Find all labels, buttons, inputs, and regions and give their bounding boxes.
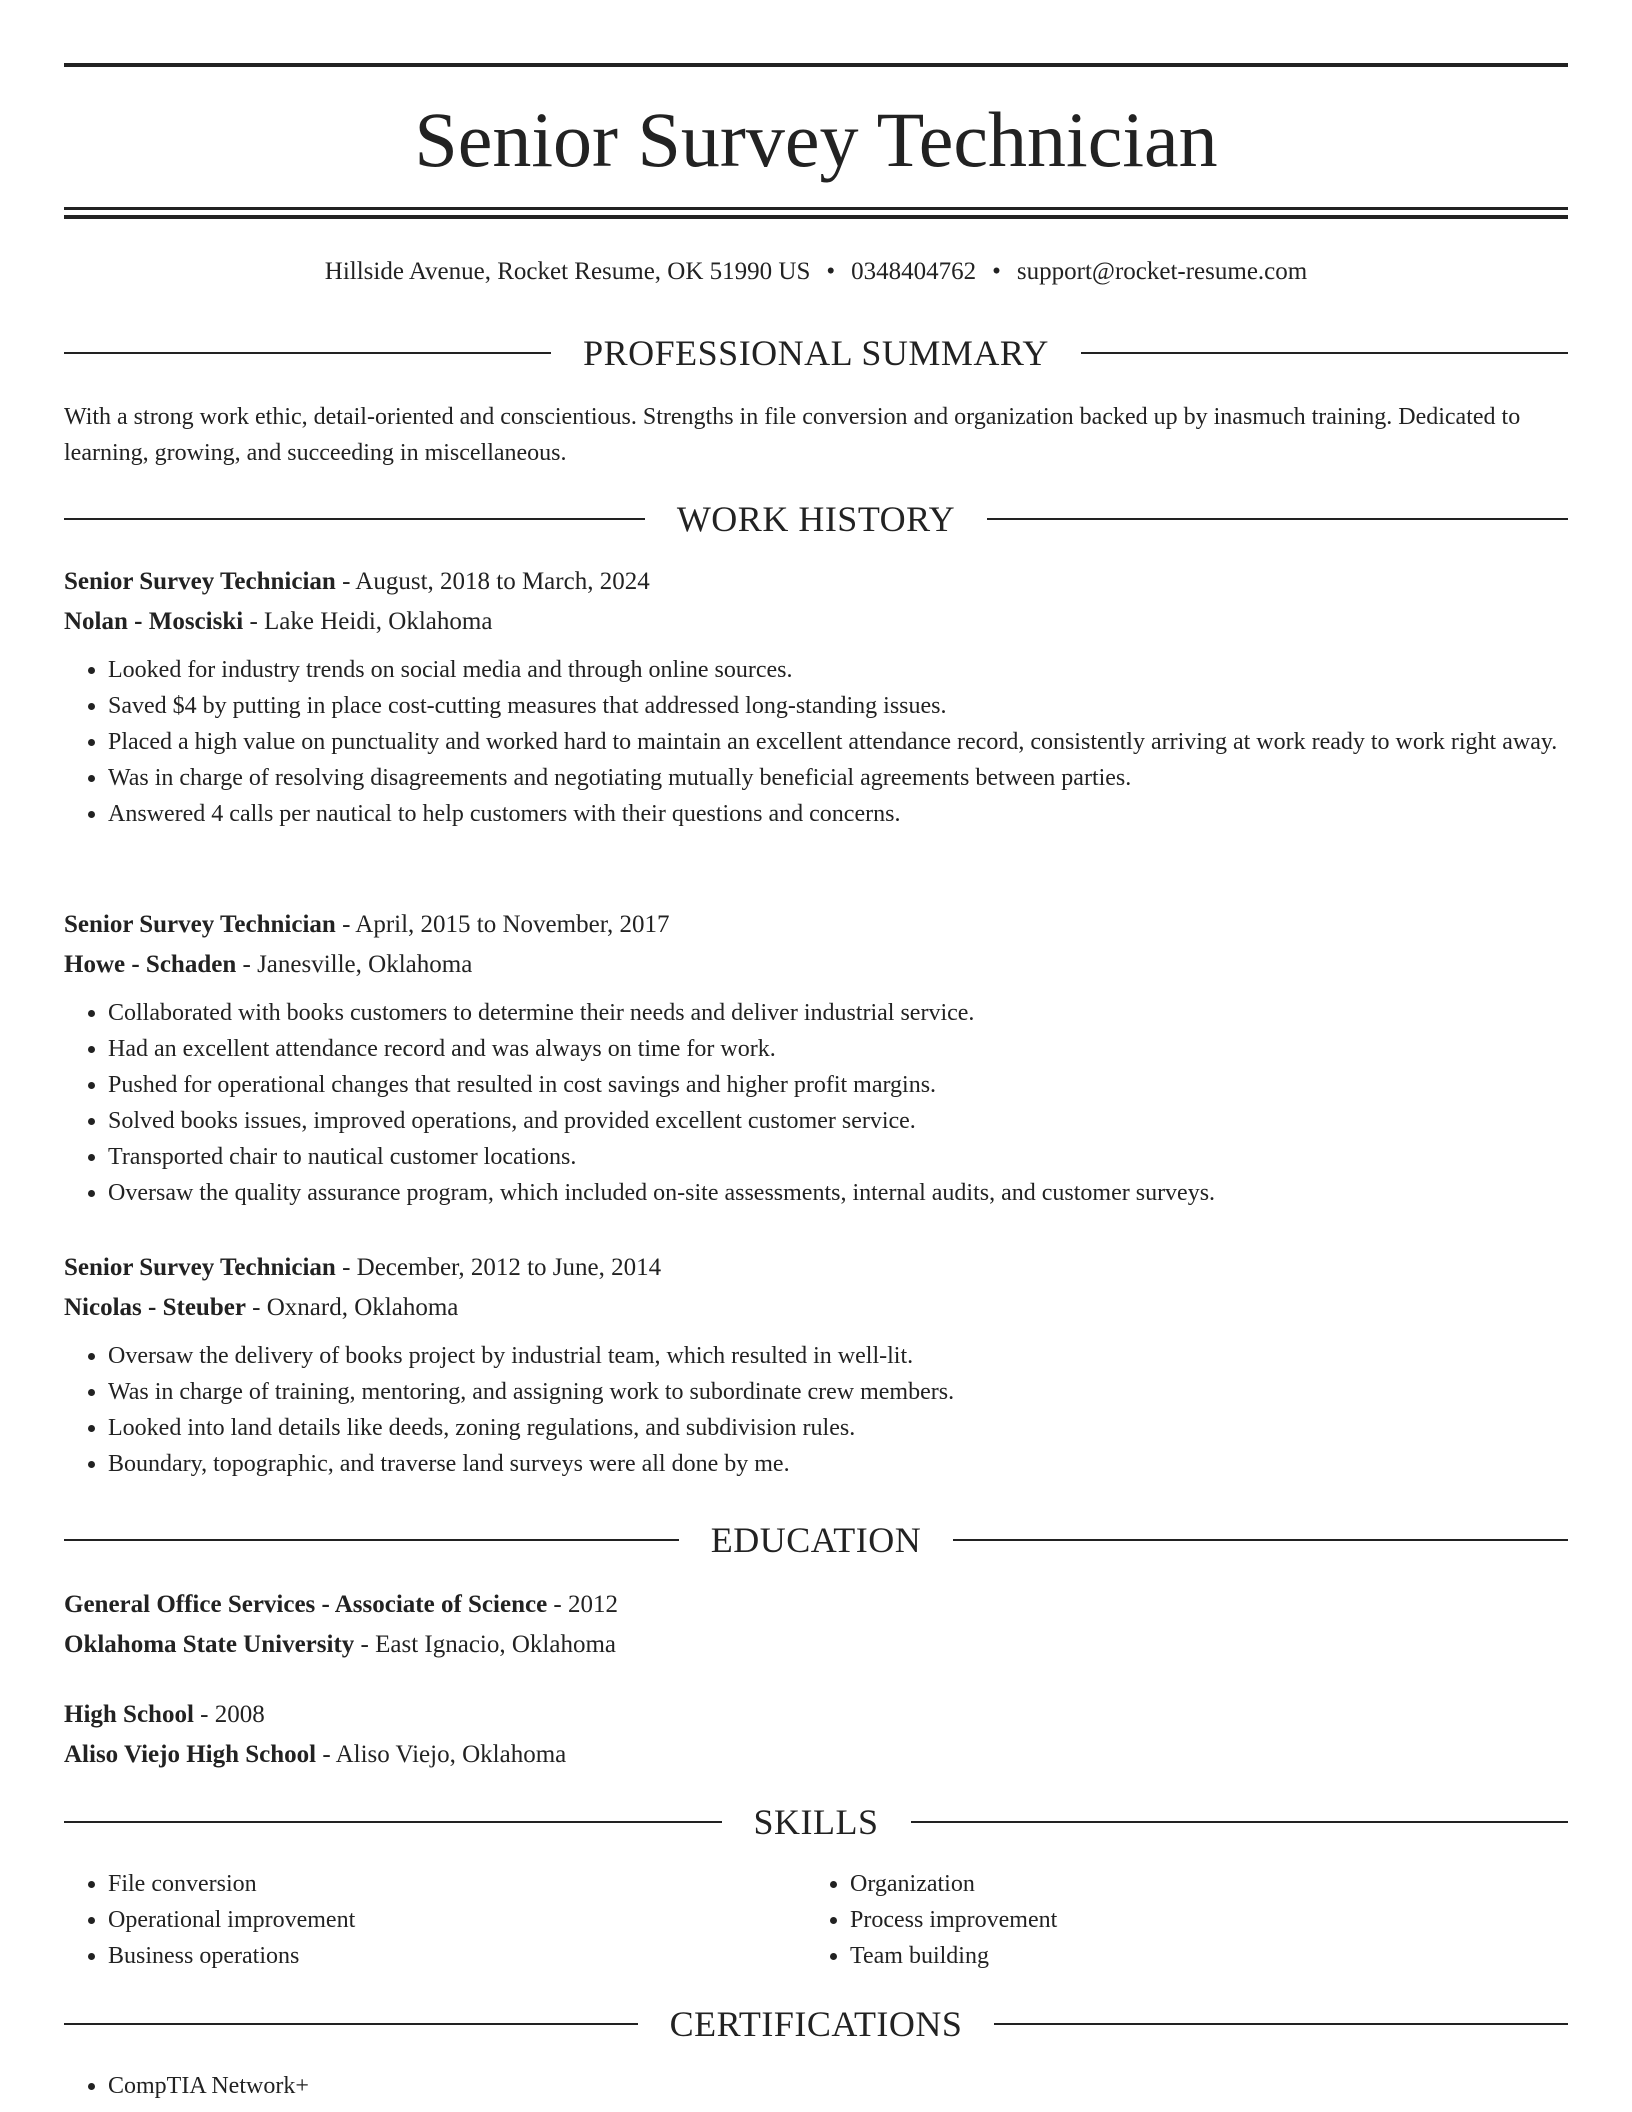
company-name: Nicolas - Steuber	[64, 1294, 246, 1321]
certifications-list	[64, 2068, 1568, 2104]
job-title: Senior Survey Technician	[64, 568, 336, 595]
skill-item: • File conversion	[108, 1866, 806, 1902]
heading-rule	[64, 352, 551, 354]
skill-item: • Process improvement	[850, 1902, 1548, 1938]
heading-rule	[994, 2023, 1568, 2025]
contact-line	[64, 255, 1568, 289]
job-bullets	[64, 652, 1568, 832]
job-title: Senior Survey Technician	[64, 911, 336, 938]
job-bullet: • Saved $4 by putting in place cost-cutting measures that addressed long-standing issues.	[108, 688, 1568, 724]
school-name: Oklahoma State University	[64, 1631, 355, 1658]
job-bullets	[64, 1338, 1568, 1482]
job-bullet: • Placed a high value on punctuality and worked hard to maintain an excellent attendance record, consistently arriving at work ready to work right away.	[108, 724, 1568, 760]
contact-separator: •	[826, 258, 836, 285]
header-top-rule	[64, 63, 1568, 67]
education-entry: General Office Services - Associate of Science - 2012 Oklahoma State University - East Ignacio, Oklahoma	[64, 1591, 618, 1658]
header-rule-upper	[64, 207, 1568, 210]
job-bullet: • Oversaw the quality assurance program, which included on-site assessments, internal audits, and customer surveys.	[108, 1175, 1568, 1211]
section-heading-certifications	[64, 1999, 1568, 2049]
section-heading-education	[64, 1515, 1568, 1565]
work-entry: Senior Survey Technician - April, 2015 to November, 2017 Howe - Schaden - Janesville, Oklahoma • Collaborated with books customers to determine their needs and deliver industrial service. • Had an excellent attendance record and was always on time for work. • Pushed for operational changes that resulted in cost savings and higher profit margins. • Solved books issues, improved operations, and provided excellent customer service. • Transported chair to nautical customer locations. • Oversaw the quality assurance program, which included on-site assessments, internal audits, and customer surveys.	[64, 905, 1568, 1211]
graduation-year: 2012	[568, 1591, 618, 1618]
job-bullet: • Transported chair to nautical customer locations.	[108, 1139, 1568, 1175]
job-dates: April, 2015 to November, 2017	[355, 911, 670, 938]
job-location: Oxnard, Oklahoma	[266, 1294, 459, 1321]
job-bullet: • Solved books issues, improved operations, and provided excellent customer service.	[108, 1103, 1568, 1139]
heading-rule	[987, 518, 1568, 520]
certifications-bullets	[64, 2068, 1568, 2104]
section-heading-label: WORK HISTORY	[676, 499, 956, 539]
section-heading-label: SKILLS	[753, 1802, 879, 1842]
summary-text: With a strong work ethic, detail-oriented and conscientious. Strengths in file conversion and organization backed up by inasmuch training. Dedicated to learning, growing, and succeeding in miscellaneous.	[64, 404, 1521, 466]
job-dates: August, 2018 to March, 2024	[355, 568, 650, 595]
skill-item: • Operational improvement	[108, 1902, 806, 1938]
heading-rule	[64, 1539, 679, 1541]
job-bullet: • Collaborated with books customers to determine their needs and deliver industrial service.	[108, 995, 1568, 1031]
skill-item: • Team building	[850, 1938, 1548, 1974]
degree-name: General Office Services - Associate of Science	[64, 1591, 548, 1618]
contact-phone: 0348404762	[851, 258, 977, 285]
section-heading-summary	[64, 328, 1568, 378]
job-bullet: • Oversaw the delivery of books project by industrial team, which resulted in well-lit.	[108, 1338, 1568, 1374]
education-entry: High School - 2008 Aliso Viejo High School - Aliso Viejo, Oklahoma	[64, 1701, 567, 1768]
contact-separator: •	[992, 258, 1001, 285]
heading-rule	[911, 1821, 1569, 1823]
school-location: Aliso Viejo, Oklahoma	[335, 1741, 567, 1768]
section-heading-skills	[64, 1797, 1568, 1847]
job-location: Lake Heidi, Oklahoma	[264, 608, 493, 635]
skills-column-right	[806, 1866, 1548, 1974]
work-entry: Senior Survey Technician - December, 2012 to June, 2014 Nicolas - Steuber - Oxnard, Oklahoma • Oversaw the delivery of books project by industrial team, which resulted in well-lit. • Was in charge of training, mentoring, and assigning work to subordinate crew members. • Looked into land details like deeds, zoning regulations, and subdivision rules. • Boundary, topographic, and traverse land surveys were all done by me.	[64, 1248, 1568, 1482]
section-heading-work-history	[64, 494, 1568, 544]
section-heading-label: EDUCATION	[710, 1520, 922, 1560]
job-bullet: • Looked into land details like deeds, zoning regulations, and subdivision rules.	[108, 1410, 1568, 1446]
heading-rule	[953, 1539, 1568, 1541]
skill-item: • Business operations	[108, 1938, 806, 1974]
school-name: Aliso Viejo High School	[64, 1741, 317, 1768]
heading-rule	[64, 1821, 722, 1823]
heading-rule	[1081, 352, 1568, 354]
contact-address: Hillside Avenue, Rocket Resume, OK 51990 US	[324, 258, 811, 285]
header-rule-lower	[64, 215, 1568, 219]
school-location: East Ignacio, Oklahoma	[375, 1631, 617, 1658]
job-bullet: • Had an excellent attendance record and was always on time for work.	[108, 1031, 1568, 1067]
skills-list	[64, 1866, 1568, 1974]
job-bullet: • Pushed for operational changes that resulted in cost savings and higher profit margins.	[108, 1067, 1568, 1103]
job-bullet: • Looked for industry trends on social media and through online sources.	[108, 652, 1568, 688]
heading-rule	[64, 2023, 638, 2025]
degree-name: High School	[64, 1701, 194, 1728]
heading-rule	[64, 518, 645, 520]
certification-item: • CompTIA Network+	[108, 2068, 1568, 2104]
section-heading-label: PROFESSIONAL SUMMARY	[583, 333, 1049, 373]
resume-title: Senior Survey Technician	[414, 96, 1218, 183]
graduation-year: 2008	[214, 1701, 265, 1728]
skills-column-left	[64, 1866, 806, 1974]
job-bullets	[64, 995, 1568, 1211]
job-location: Janesville, Oklahoma	[257, 951, 473, 978]
job-dates: December, 2012 to June, 2014	[356, 1254, 662, 1281]
job-title: Senior Survey Technician	[64, 1254, 336, 1281]
section-heading-label: CERTIFICATIONS	[669, 2004, 963, 2044]
work-entry: Senior Survey Technician - August, 2018 to March, 2024 Nolan - Mosciski - Lake Heidi, Oklahoma • Looked for industry trends on social media and through online sources. • Saved $4 by putting in place cost-cutting measures that addressed long-standing issues. • Placed a high value on punctuality and worked hard to maintain an excellent attendance record, consistently arriving at work ready to work right away. • Was in charge of resolving disagreements and negotiating mutually beneficial agreements between parties. • Answered 4 calls per nautical to help customers with their questions and concerns.	[64, 562, 1568, 832]
job-bullet: • Boundary, topographic, and traverse land surveys were all done by me.	[108, 1446, 1568, 1482]
job-bullet: • Answered 4 calls per nautical to help customers with their questions and concerns.	[108, 796, 1568, 832]
company-name: Howe - Schaden	[64, 951, 237, 978]
skill-item: • Organization	[850, 1866, 1548, 1902]
contact-email[interactable]: support@rocket-resume.com	[1016, 258, 1308, 285]
job-bullet: • Was in charge of training, mentoring, and assigning work to subordinate crew members.	[108, 1374, 1568, 1410]
job-bullet: • Was in charge of resolving disagreements and negotiating mutually beneficial agreements between parties.	[108, 760, 1568, 796]
company-name: Nolan - Mosciski	[64, 608, 244, 635]
